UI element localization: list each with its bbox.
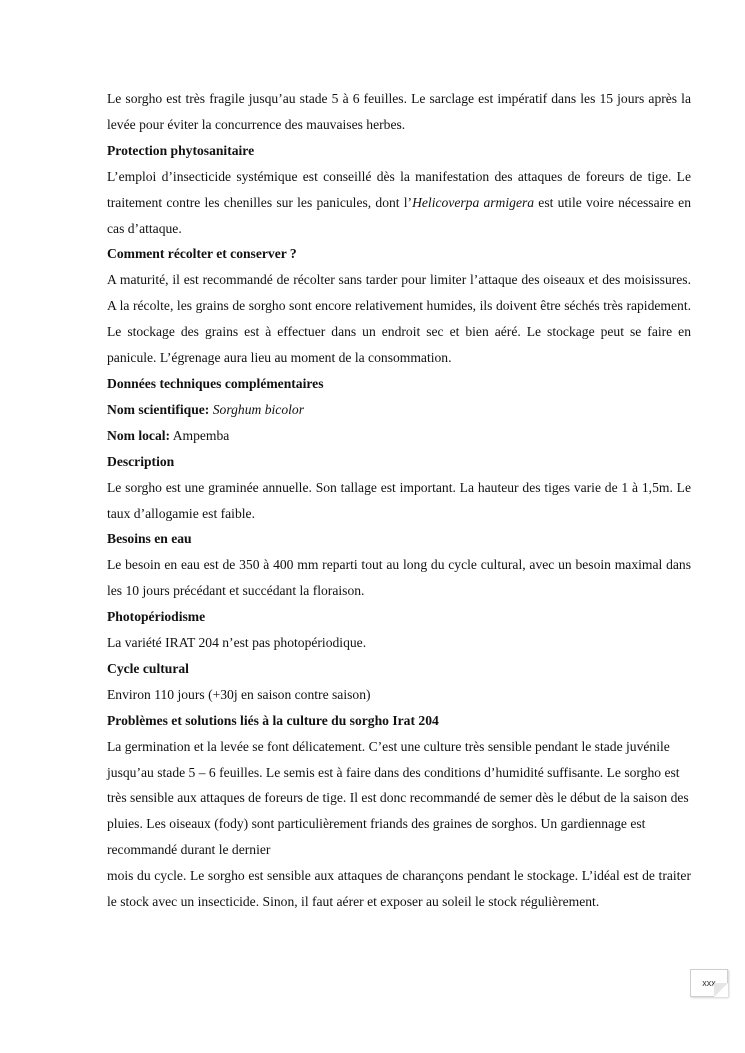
- heading-description: Description: [107, 453, 175, 469]
- problems-paragraph-1: La germination et la levée se font délicatement. C’est une culture très sensible pendant le stade juvénile jusqu’au stade 5 – 6 feuilles. Le semis est à faire dans des conditions d’humidité suffisante. Le sorgho est très sensible aux attaques de foreurs de tige. Il est donc recommandé de semer dès le début de la saison des pluies. Les oiseaux (fody) sont particulièrement friands des graines de sorghos. Un gardiennage est recommandé durant le dernier: [107, 738, 689, 858]
- field-local-name: [107, 423, 691, 449]
- scientific-name-label: Nom scientifique:: [107, 401, 210, 417]
- species-name: Helicoverpa armigera: [412, 194, 535, 210]
- heading-water: Besoins en eau: [107, 531, 192, 547]
- description-paragraph: Le sorgho est une graminée annuelle. Son tallage est important. La hauteur des tiges varie de 1 à 1,5m. Le taux d’allogamie est faible.: [107, 479, 691, 521]
- heading-protection: Protection phytosanitaire: [107, 142, 255, 158]
- intro-paragraph: Le sorgho est très fragile jusqu’au stade 5 à 6 feuilles. Le sarclage est impératif dans les 15 jours après la levée pour éviter la concurrence des mauvaises herbes.: [107, 91, 691, 132]
- scientific-name-value: Sorghum bicolor: [212, 401, 304, 417]
- page-number-tab: xxx: [690, 969, 728, 997]
- local-name-value: Ampemba: [172, 427, 230, 443]
- local-name-label: Nom local:: [107, 427, 171, 443]
- water-paragraph: Le besoin en eau est de 350 à 400 mm reparti tout au long du cycle cultural, avec un besoin maximal dans les 10 jours précédant et succédant la floraison.: [107, 557, 691, 599]
- harvest-paragraph: A maturité, il est recommandé de récolter sans tarder pour limiter l’attaque des oiseaux et des moisissures. A la récolte, les grains de sorgho sont encore relativement humides, ils doivent être séchés très rapidement. Le stockage des grains est à effectuer dans un endroit sec et bien aéré. Le stockage peut se faire en panicule. L’égrenage aura lieu au moment de la consommation.: [107, 272, 691, 366]
- protection-text-after: est utile voire nécessaire en cas d’attaque.: [107, 194, 691, 236]
- protection-paragraph: [107, 164, 691, 242]
- document-page: [107, 86, 691, 915]
- heading-harvest: Comment récolter et conserver ?: [107, 246, 297, 262]
- heading-photoperiod: Photopériodisme: [107, 609, 206, 625]
- field-scientific-name: [107, 397, 691, 423]
- protection-text-before: L’emploi d’insecticide systémique est conseillé dès la manifestation des attaques de foreurs de tige. Le traitement contre les chenilles sur les panicules, dont l’: [107, 168, 691, 210]
- problems-paragraph-2: mois du cycle. Le sorgho est sensible aux attaques de charançons pendant le stockage. L’idéal est de traiter le stock avec un insecticide. Sinon, il faut aérer et exposer au soleil le stock régulièrement.: [107, 868, 691, 910]
- heading-cycle: Cycle cultural: [107, 660, 189, 676]
- cycle-paragraph: Environ 110 jours (+30j en saison contre saison): [107, 686, 371, 702]
- photoperiod-paragraph: La variété IRAT 204 n’est pas photopériodique.: [107, 635, 367, 651]
- heading-problems: Problèmes et solutions liés à la culture du sorgho Irat 204: [107, 712, 439, 728]
- heading-technical: Données techniques complémentaires: [107, 375, 324, 391]
